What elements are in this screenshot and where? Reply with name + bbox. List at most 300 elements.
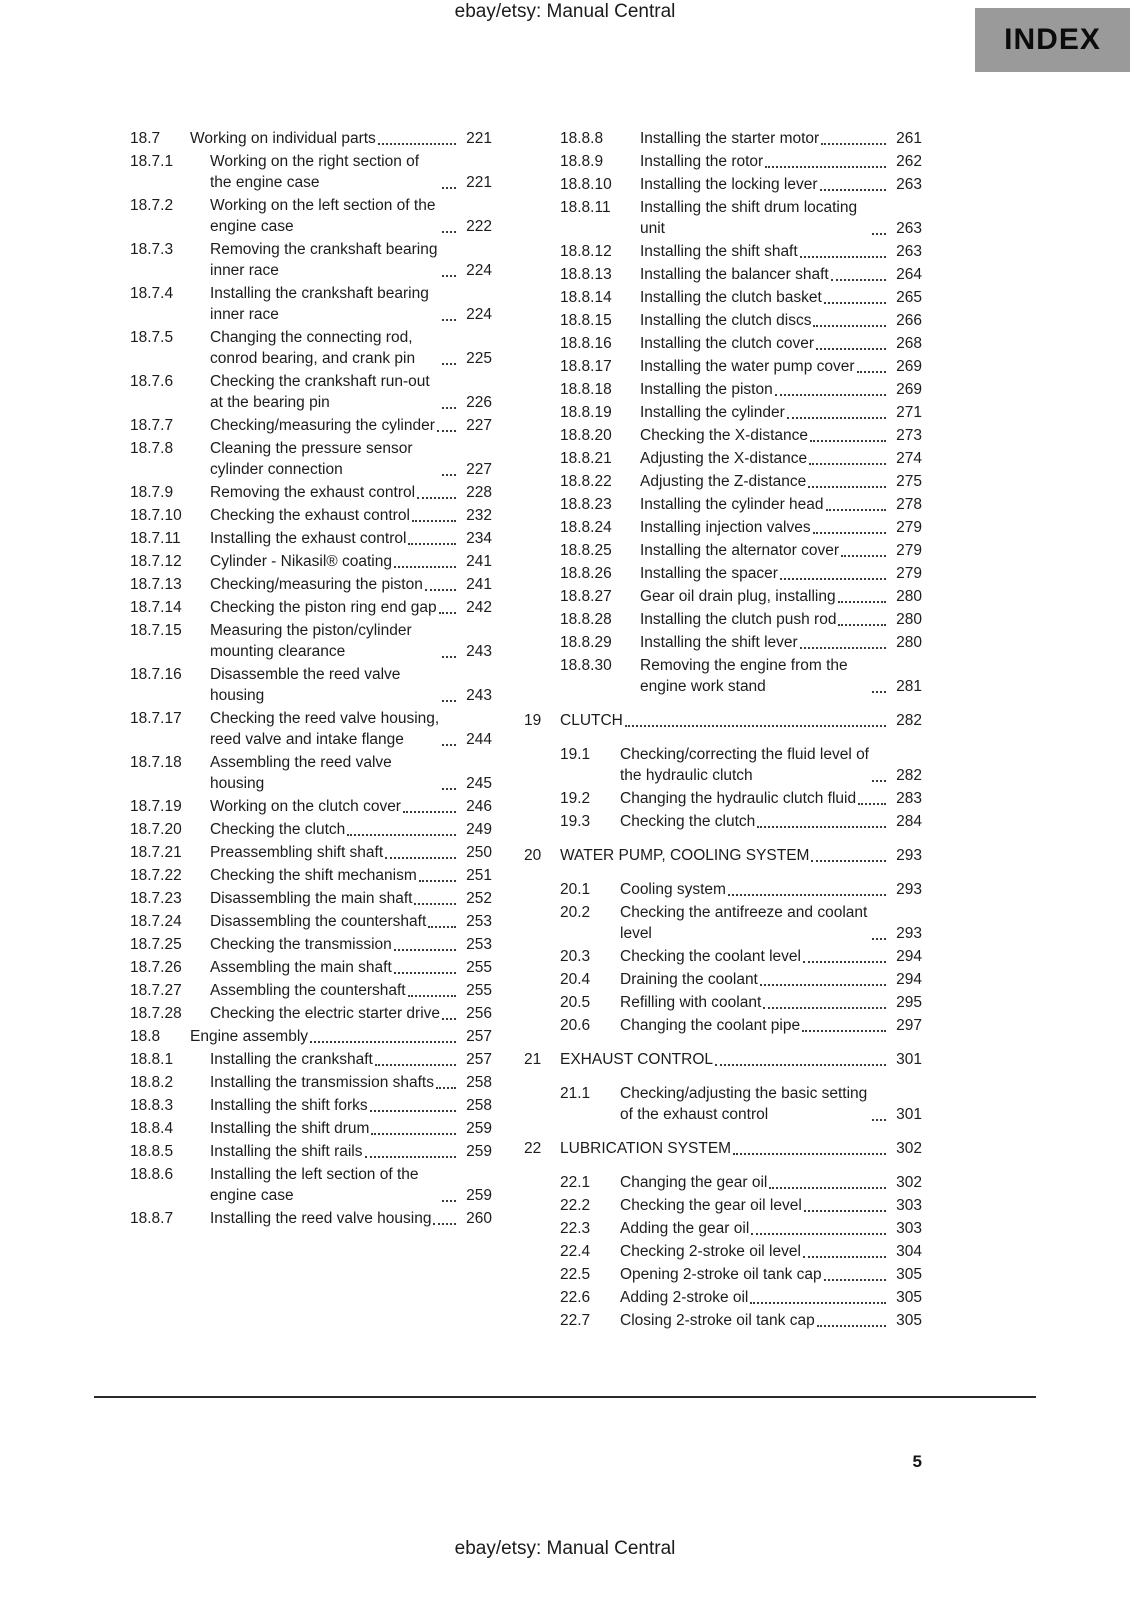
toc-entry-page: 253: [466, 913, 492, 930]
toc-entry-number: 18.8.7: [130, 1210, 174, 1227]
toc-entry-title: Installing the crankshaft bearing inner race: [210, 285, 429, 323]
toc-entry: [524, 710, 922, 731]
toc-leader-dots: [419, 880, 456, 882]
toc-entry-body: [210, 151, 492, 193]
toc-entry: [94, 1003, 492, 1024]
toc-entry-number: 22.2: [560, 1197, 591, 1214]
toc-entry-page: 244: [466, 731, 492, 748]
toc-leader-dots: [826, 509, 886, 511]
toc-entry-title: Removing the engine from the engine work stand: [640, 657, 848, 695]
toc-entry-title: Checking the reed valve housing, reed valve and intake flange: [210, 710, 440, 748]
toc-entry-number: 18.7.23: [130, 890, 182, 907]
toc-entry-number: 18.7.14: [130, 599, 182, 616]
toc-entry-body: [620, 1264, 922, 1285]
toc-entry-title: Working on the clutch cover: [210, 798, 401, 815]
toc-entry-number: 22.1: [560, 1174, 591, 1191]
toc-entry-title: Measuring the piston/cylinder mounting clearance: [210, 622, 412, 660]
toc-entry-page: 304: [896, 1243, 922, 1260]
toc-entry-page: 293: [896, 925, 922, 942]
toc-leader-dots: [872, 1119, 886, 1121]
toc-leader-dots: [800, 256, 886, 258]
toc-entry: [94, 842, 492, 863]
toc-entry-number: 18.8.12: [560, 243, 612, 260]
toc-entry-page: 226: [466, 394, 492, 411]
toc-leader-dots: [775, 394, 886, 396]
toc-entry-body: [210, 934, 492, 955]
toc-entry: [94, 1208, 492, 1229]
toc-entry-body: [620, 1310, 922, 1331]
page-number: 5: [912, 1452, 922, 1471]
toc-entry-page: 263: [896, 243, 922, 260]
toc-leader-dots: [763, 1007, 886, 1009]
toc-entry: [524, 1218, 922, 1239]
toc-entry-number: 18.8.15: [560, 312, 612, 329]
toc-entry: [94, 1095, 492, 1116]
toc-entry: [524, 992, 922, 1013]
index-label: INDEX: [1004, 23, 1101, 56]
toc-entry-page: 274: [896, 450, 922, 467]
toc-entry-title: Checking the crankshaft run-out at the bearing pin: [210, 373, 430, 411]
toc-entry-title: Gear oil drain plug, installing: [640, 588, 836, 605]
toc-entry: [524, 1083, 922, 1125]
toc-leader-dots: [442, 187, 456, 189]
toc-entry-body: [620, 902, 922, 944]
toc-entry-title: Cleaning the pressure sensor cylinder connection: [210, 440, 413, 478]
toc-leader-dots: [365, 1156, 457, 1158]
toc-entry-title: Checking/measuring the piston: [210, 576, 423, 593]
toc-entry: [524, 586, 922, 607]
toc-entry: [524, 333, 922, 354]
toc-leader-dots: [428, 926, 456, 928]
toc-entry-number: 18.8.28: [560, 611, 612, 628]
toc-entry-page: 260: [466, 1210, 492, 1227]
toc-entry: [94, 957, 492, 978]
toc-entry-page: 228: [466, 484, 492, 501]
toc-entry-number: 18.7.3: [130, 241, 174, 258]
toc-entry-page: 245: [466, 775, 492, 792]
toc-entry: [524, 1049, 922, 1070]
toc-entry-title: Checking the antifreeze and coolant level: [620, 904, 868, 942]
toc-entry-page: 224: [466, 262, 492, 279]
toc-entry-body: [210, 1049, 492, 1070]
toc-leader-dots: [804, 1210, 886, 1212]
toc-entry-body: [640, 128, 922, 149]
toc-entry: [94, 708, 492, 750]
toc-leader-dots: [802, 1030, 886, 1032]
toc-entry: [524, 356, 922, 377]
toc-entry-number: 20.1: [560, 881, 591, 898]
toc-entry-page: 258: [466, 1097, 492, 1114]
toc-entry-body: [640, 517, 922, 538]
toc-entry: [94, 327, 492, 369]
toc-entry-title: Installing the left section of the engine case: [210, 1166, 419, 1204]
toc-entry-number: 18.7.19: [130, 798, 182, 815]
toc-entry-page: 259: [466, 1187, 492, 1204]
toc-leader-dots: [831, 279, 886, 281]
toc-entry-body: [210, 482, 492, 503]
toc-entry-title: Installing the spacer: [640, 565, 778, 582]
toc-entry: [524, 632, 922, 653]
toc-entry-body: [210, 528, 492, 549]
index-tab: [975, 8, 1130, 72]
toc-leader-dots: [715, 1064, 886, 1066]
toc-entry-body: [210, 195, 492, 237]
toc-entry-title: Adjusting the X-distance: [640, 450, 808, 467]
toc-entry: [94, 438, 492, 480]
toc-entry-body: [640, 540, 922, 561]
toc-entry-page: 302: [896, 1140, 922, 1157]
toc-leader-dots: [857, 371, 886, 373]
table-of-contents: [94, 128, 922, 1333]
toc-entry: [94, 1026, 492, 1047]
toc-entry-title: Installing the clutch push rod: [640, 611, 837, 628]
toc-entry-body: [210, 911, 492, 932]
toc-entry: [524, 1310, 922, 1331]
toc-entry-body: [640, 609, 922, 630]
toc-entry-page: 305: [896, 1289, 922, 1306]
toc-entry: [524, 788, 922, 809]
toc-entry-body: [620, 992, 922, 1013]
toc-entry-page: 303: [896, 1220, 922, 1237]
toc-entry: [94, 664, 492, 706]
toc-entry: [524, 609, 922, 630]
toc-entry-number: 18.7.28: [130, 1005, 182, 1022]
toc-entry-body: [210, 1095, 492, 1116]
toc-entry-page: 264: [896, 266, 922, 283]
toc-entry-title: Checking 2-stroke oil level: [620, 1243, 801, 1260]
toc-entry: [524, 1264, 922, 1285]
toc-entry-title: Adjusting the Z-distance: [640, 473, 807, 490]
toc-leader-dots: [838, 624, 886, 626]
toc-entry: [524, 471, 922, 492]
toc-entry-title: Installing the alternator cover: [640, 542, 840, 559]
toc-entry-title: Disassemble the reed valve housing: [210, 666, 401, 704]
toc-leader-dots: [442, 1018, 456, 1020]
toc-entry-title: Removing the crankshaft bearing inner race: [210, 241, 438, 279]
toc-entry-number: 18.7: [130, 130, 161, 147]
toc-entry-page: 259: [466, 1120, 492, 1137]
toc-entry-page: 258: [466, 1074, 492, 1091]
toc-entry-body: [210, 708, 492, 750]
toc-entry-body: [210, 1208, 492, 1229]
toc-entry-body: [640, 379, 922, 400]
toc-entry-body: [560, 1049, 922, 1070]
toc-entry: [524, 264, 922, 285]
toc-entry: [524, 1138, 922, 1159]
toc-entry-body: [210, 438, 492, 480]
toc-entry-page: 279: [896, 519, 922, 536]
toc-entry-body: [620, 1241, 922, 1262]
toc-leader-dots: [417, 497, 456, 499]
toc-entry: [524, 494, 922, 515]
toc-entry-title: Installing the reed valve housing: [210, 1210, 432, 1227]
toc-entry-title: Checking the gear oil level: [620, 1197, 802, 1214]
toc-leader-dots: [412, 520, 456, 522]
toc-entry-title: Assembling the reed valve housing: [210, 754, 392, 792]
toc-entry-number: 18.8.13: [560, 266, 612, 283]
toc-leader-dots: [872, 780, 886, 782]
toc-entry-title: Draining the coolant: [620, 971, 758, 988]
toc-leader-dots: [813, 325, 886, 327]
toc-entry: [94, 415, 492, 436]
toc-entry: [524, 402, 922, 423]
toc-entry: [524, 241, 922, 262]
toc-entry-page: 221: [466, 174, 492, 191]
toc-entry-number: 18.8.18: [560, 381, 612, 398]
toc-entry-title: Installing the shift forks: [210, 1097, 368, 1114]
toc-entry-page: 249: [466, 821, 492, 838]
toc-leader-dots: [370, 1110, 456, 1112]
toc-entry: [94, 283, 492, 325]
toc-entry-page: 282: [896, 767, 922, 784]
footer-divider: [94, 1396, 1036, 1398]
toc-entry-page: 222: [466, 218, 492, 235]
toc-entry-number: 18.8.27: [560, 588, 612, 605]
toc-entry-number: 18.8.21: [560, 450, 612, 467]
toc-leader-dots: [442, 788, 456, 790]
toc-leader-dots: [803, 961, 886, 963]
toc-entry-number: 18.8.14: [560, 289, 612, 306]
toc-leader-dots: [787, 417, 886, 419]
toc-entry-number: 18.7.9: [130, 484, 174, 501]
toc-leader-dots: [433, 1223, 456, 1225]
toc-entry-number: 18.8.22: [560, 473, 612, 490]
toc-entry: [524, 425, 922, 446]
toc-leader-dots: [442, 319, 456, 321]
toc-entry-number: 19.3: [560, 813, 591, 830]
toc-entry-page: 269: [896, 358, 922, 375]
toc-entry-title: Installing the shift drum: [210, 1120, 370, 1137]
toc-entry-body: [620, 744, 922, 786]
toc-entry: [94, 819, 492, 840]
toc-entry-page: 269: [896, 381, 922, 398]
toc-entry-page: 256: [466, 1005, 492, 1022]
toc-entry-page: 301: [896, 1106, 922, 1123]
toc-leader-dots: [442, 474, 456, 476]
toc-entry-title: Checking/adjusting the basic setting of the exhaust control: [620, 1085, 868, 1123]
toc-entry: [524, 744, 922, 786]
toc-entry-page: 282: [896, 712, 922, 729]
toc-leader-dots: [436, 1087, 456, 1089]
toc-entry: [94, 597, 492, 618]
toc-entry-title: Installing the shift shaft: [640, 243, 798, 260]
toc-entry-body: [620, 1015, 922, 1036]
toc-leader-dots: [385, 857, 456, 859]
toc-entry-page: 305: [896, 1266, 922, 1283]
toc-entry-number: 18.8.26: [560, 565, 612, 582]
toc-leader-dots: [347, 834, 456, 836]
toc-entry-page: 243: [466, 643, 492, 660]
toc-entry-page: 227: [466, 461, 492, 478]
toc-entry: [524, 1195, 922, 1216]
toc-entry-number: 18.7.17: [130, 710, 182, 727]
toc-entry-number: 21.1: [560, 1085, 591, 1102]
toc-entry-page: 259: [466, 1143, 492, 1160]
toc-entry-number: 18.7.7: [130, 417, 174, 434]
toc-entry-number: 18.7.25: [130, 936, 182, 953]
toc-leader-dots: [811, 860, 886, 862]
toc-entry-body: [210, 664, 492, 706]
toc-entry-page: 241: [466, 576, 492, 593]
toc-entry-page: 295: [896, 994, 922, 1011]
toc-entry-body: [620, 1172, 922, 1193]
toc-entry-number: 18.7.20: [130, 821, 182, 838]
toc-leader-dots: [442, 407, 456, 409]
toc-entry-number: 22.7: [560, 1312, 591, 1329]
header-watermark: ebay/etsy: Manual Central: [454, 1, 676, 22]
toc-entry-body: [210, 283, 492, 325]
toc-entry-title: Installing the crankshaft: [210, 1051, 373, 1068]
toc-entry-title: Installing the exhaust control: [210, 530, 407, 547]
toc-entry-body: [210, 597, 492, 618]
toc-leader-dots: [371, 1133, 456, 1135]
toc-entry-number: 18.8.30: [560, 657, 612, 674]
toc-entry-page: 302: [896, 1174, 922, 1191]
toc-entry-body: [640, 586, 922, 607]
toc-leader-dots: [442, 700, 456, 702]
toc-entry-page: 261: [896, 130, 922, 147]
toc-entry-body: [210, 1164, 492, 1206]
toc-entry-body: [640, 655, 922, 697]
toc-entry-body: [210, 415, 492, 436]
toc-leader-dots: [394, 949, 456, 951]
toc-entry: [524, 379, 922, 400]
toc-entry-body: [640, 287, 922, 308]
toc-entry-body: [560, 845, 922, 866]
toc-entry-number: 18.8.2: [130, 1074, 174, 1091]
toc-entry-body: [210, 371, 492, 413]
toc-entry-page: 280: [896, 634, 922, 651]
toc-leader-dots: [872, 938, 886, 940]
toc-entry-number: 18.8.1: [130, 1051, 174, 1068]
toc-entry-title: Engine assembly: [190, 1028, 309, 1045]
toc-entry-page: 271: [896, 404, 922, 421]
toc-entry-title: Adding the gear oil: [620, 1220, 750, 1237]
toc-entry-title: Checking the clutch: [620, 813, 756, 830]
toc-entry-body: [210, 620, 492, 662]
toc-leader-dots: [310, 1041, 456, 1043]
toc-entry-body: [620, 1218, 922, 1239]
toc-entry: [94, 482, 492, 503]
toc-entry: [94, 911, 492, 932]
toc-entry: [94, 128, 492, 149]
toc-entry-body: [640, 632, 922, 653]
toc-leader-dots: [841, 555, 886, 557]
toc-entry-body: [620, 1083, 922, 1125]
toc-entry-title: Changing the coolant pipe: [620, 1017, 801, 1034]
toc-entry-body: [620, 969, 922, 990]
toc-entry: [524, 197, 922, 239]
toc-entry: [524, 517, 922, 538]
toc-entry: [524, 902, 922, 944]
toc-entry-page: 262: [896, 153, 922, 170]
toc-entry-title: Working on the left section of the engine case: [210, 197, 436, 235]
toc-leader-dots: [872, 691, 886, 693]
toc-entry-title: Opening 2-stroke oil tank cap: [620, 1266, 822, 1283]
toc-left-column: [94, 128, 492, 1333]
toc-entry-title: Installing injection valves: [640, 519, 811, 536]
toc-entry-number: 18.7.8: [130, 440, 174, 457]
toc-entry-body: [640, 197, 922, 239]
toc-entry-body: [640, 310, 922, 331]
toc-entry-title: Checking/measuring the cylinder: [210, 417, 435, 434]
toc-entry-title: Working on the right section of the engine case: [210, 153, 420, 191]
toc-entry-number: 19: [524, 712, 542, 729]
toc-entry-title: Installing the shift drum locating unit: [640, 199, 858, 237]
toc-entry: [94, 865, 492, 886]
toc-entry-body: [560, 710, 922, 731]
toc-leader-dots: [803, 1256, 886, 1258]
toc-entry: [94, 980, 492, 1001]
toc-entry-number: 18.8.29: [560, 634, 612, 651]
toc-leader-dots: [816, 348, 886, 350]
toc-entry-page: 279: [896, 542, 922, 559]
toc-entry-number: 22: [524, 1140, 542, 1157]
toc-entry-number: 18.7.10: [130, 507, 182, 524]
toc-entry-title: Installing the clutch discs: [640, 312, 812, 329]
toc-entry-number: 18.7.5: [130, 329, 174, 346]
toc-entry-page: 221: [466, 130, 492, 147]
toc-entry-number: 18.7.13: [130, 576, 182, 593]
toc-entry-number: 18.7.21: [130, 844, 182, 861]
toc-entry-number: 18.8.10: [560, 176, 612, 193]
toc-entry-number: 22.3: [560, 1220, 591, 1237]
toc-entry-title: Checking the transmission: [210, 936, 392, 953]
toc-entry-page: 225: [466, 350, 492, 367]
toc-entry: [524, 540, 922, 561]
toc-entry-number: 18.8.19: [560, 404, 612, 421]
toc-leader-dots: [403, 811, 456, 813]
toc-entry-number: 18.7.27: [130, 982, 182, 999]
toc-entry-page: 301: [896, 1051, 922, 1068]
toc-entry-body: [210, 551, 492, 572]
toc-leader-dots: [442, 656, 456, 658]
toc-entry-body: [640, 471, 922, 492]
toc-entry-body: [620, 788, 922, 809]
toc-entry-page: 255: [466, 959, 492, 976]
toc-leader-dots: [425, 589, 456, 591]
toc-entry-title: Cylinder - Nikasil® coating: [210, 553, 392, 570]
toc-leader-dots: [838, 601, 886, 603]
toc-leader-dots: [442, 275, 456, 277]
toc-entry-number: 21: [524, 1051, 542, 1068]
toc-leader-dots: [813, 532, 886, 534]
toc-entry-body: [210, 327, 492, 369]
toc-entry-page: 243: [466, 687, 492, 704]
toc-entry-page: 234: [466, 530, 492, 547]
toc-entry-page: 265: [896, 289, 922, 306]
toc-entry: [94, 934, 492, 955]
toc-entry: [524, 1287, 922, 1308]
toc-entry-page: 305: [896, 1312, 922, 1329]
toc-entry: [524, 969, 922, 990]
toc-entry-page: 246: [466, 798, 492, 815]
toc-entry-body: [210, 1141, 492, 1162]
toc-entry-title: Installing the water pump cover: [640, 358, 855, 375]
toc-entry-number: 20.4: [560, 971, 591, 988]
toc-entry: [94, 151, 492, 193]
toc-entry-body: [210, 752, 492, 794]
toc-entry-page: 294: [896, 971, 922, 988]
toc-leader-dots: [810, 440, 886, 442]
toc-entry-number: 18.8.6: [130, 1166, 174, 1183]
toc-entry-title: Installing the cylinder: [640, 404, 785, 421]
toc-entry-number: 22.6: [560, 1289, 591, 1306]
toc-entry-body: [640, 241, 922, 262]
toc-entry-page: 283: [896, 790, 922, 807]
toc-entry-page: 268: [896, 335, 922, 352]
toc-entry-number: 18.8.9: [560, 153, 604, 170]
